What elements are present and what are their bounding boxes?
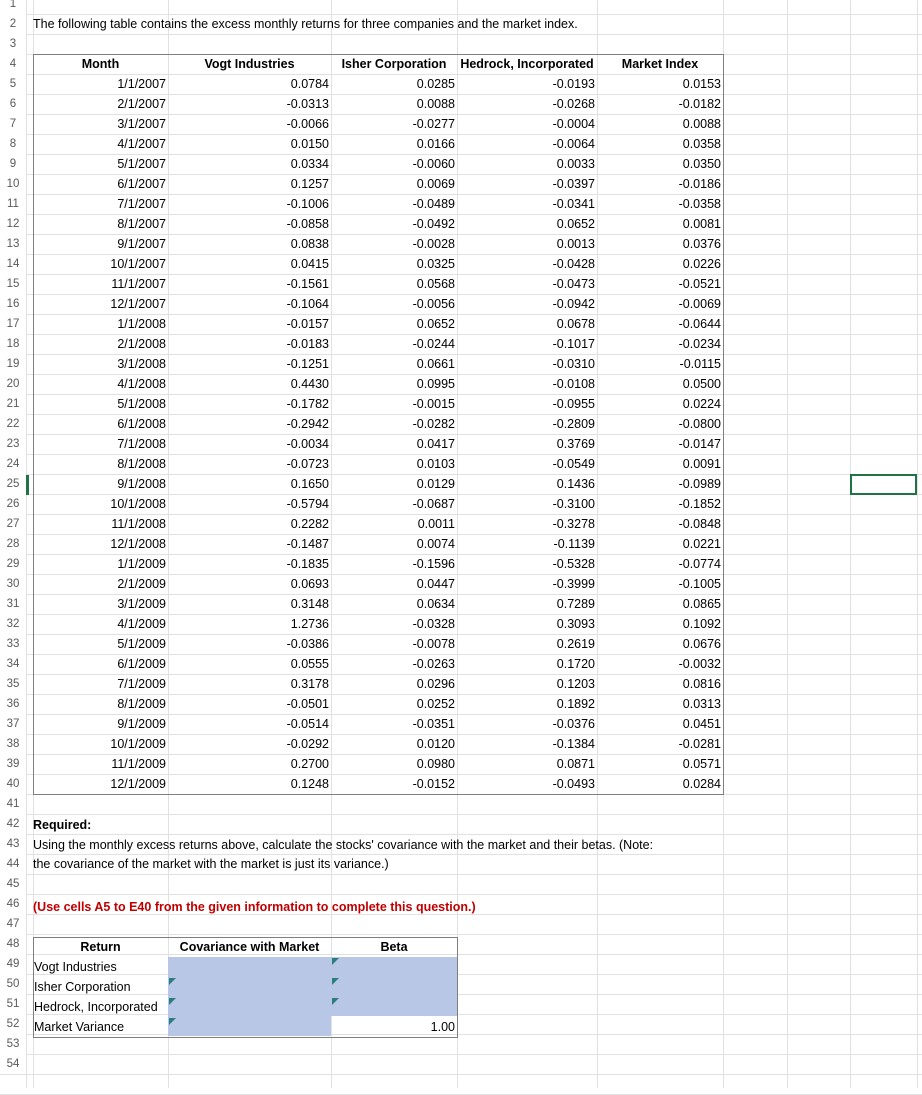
cell-month[interactable]: 12/1/2009: [110, 777, 166, 791]
cell-vogt[interactable]: -0.1064: [286, 297, 329, 311]
cell-market[interactable]: -0.0800: [678, 417, 721, 431]
row-number[interactable]: 24: [0, 454, 26, 474]
required-label: Required:: [33, 818, 92, 832]
row-number[interactable]: 28: [0, 534, 26, 554]
row-number[interactable]: 23: [0, 434, 26, 454]
cell-isher[interactable]: 0.0652: [416, 317, 455, 331]
cell-month[interactable]: 6/1/2009: [117, 657, 166, 671]
answer-header-covariance: Covariance with Market: [179, 940, 320, 954]
cell-isher[interactable]: 0.0980: [416, 757, 455, 771]
comment-indicator-icon[interactable]: [169, 1018, 176, 1025]
cell-month[interactable]: 8/1/2008: [117, 457, 166, 471]
cell-market[interactable]: 0.0571: [682, 757, 721, 771]
row-number[interactable]: 43: [0, 834, 26, 854]
row-number[interactable]: 50: [0, 974, 26, 994]
cell-isher[interactable]: -0.0489: [412, 197, 455, 211]
cell-market[interactable]: -0.0774: [678, 557, 721, 571]
cell-month[interactable]: 9/1/2008: [117, 477, 166, 491]
active-cell-selection[interactable]: [850, 474, 917, 495]
cell-isher[interactable]: 0.0447: [416, 577, 455, 591]
answer-header-return: Return: [80, 940, 121, 954]
cell-market[interactable]: -0.0644: [678, 317, 721, 331]
cell-isher[interactable]: -0.0351: [412, 717, 455, 731]
cell-hedrock[interactable]: -0.3278: [552, 517, 595, 531]
cell-isher[interactable]: 0.0120: [416, 737, 455, 751]
row-number[interactable]: 35: [0, 674, 26, 694]
cell-vogt[interactable]: -0.1251: [286, 357, 329, 371]
row-number[interactable]: 2: [0, 14, 26, 34]
cell-vogt[interactable]: -0.1835: [286, 557, 329, 571]
cell-vogt[interactable]: -0.1006: [286, 197, 329, 211]
cell-hedrock[interactable]: -0.0473: [552, 277, 595, 291]
cell-month[interactable]: 8/1/2009: [117, 697, 166, 711]
cell-isher[interactable]: -0.0244: [412, 337, 455, 351]
cell-hedrock[interactable]: -0.1384: [552, 737, 595, 751]
cell-isher[interactable]: 0.0074: [416, 537, 455, 551]
cell-hedrock[interactable]: -0.0428: [552, 257, 595, 271]
row-number[interactable]: 10: [0, 174, 26, 194]
row-number[interactable]: 19: [0, 354, 26, 374]
cell-month[interactable]: 3/1/2008: [117, 357, 166, 371]
row-number[interactable]: 12: [0, 214, 26, 234]
cell-month[interactable]: 12/1/2007: [110, 297, 166, 311]
cell-vogt[interactable]: -0.0514: [286, 717, 329, 731]
row-number[interactable]: 5: [0, 74, 26, 94]
covariance-input-area[interactable]: [168, 957, 331, 1036]
cell-market[interactable]: -0.0234: [678, 337, 721, 351]
cell-hedrock[interactable]: 0.3093: [556, 617, 595, 631]
gridline-vertical: [850, 0, 851, 1088]
market-beta-value: 1.00: [430, 1020, 455, 1034]
cell-vogt[interactable]: -0.1561: [286, 277, 329, 291]
header-vogt: Vogt Industries: [204, 57, 295, 71]
cell-vogt[interactable]: -0.2942: [286, 417, 329, 431]
row-number[interactable]: 9: [0, 154, 26, 174]
gridline-horizontal: [0, 34, 922, 35]
cell-vogt[interactable]: 0.2700: [290, 757, 329, 771]
cell-vogt[interactable]: -0.0157: [286, 317, 329, 331]
cell-isher[interactable]: -0.0282: [412, 417, 455, 431]
cell-hedrock[interactable]: -0.0549: [552, 457, 595, 471]
cell-month[interactable]: 2/1/2007: [117, 97, 166, 111]
row-number[interactable]: 39: [0, 754, 26, 774]
cell-month[interactable]: 10/1/2008: [110, 497, 166, 511]
cell-vogt[interactable]: 0.0555: [290, 657, 329, 671]
row-number[interactable]: 48: [0, 934, 26, 954]
cell-month[interactable]: 1/1/2007: [117, 77, 166, 91]
comment-indicator-icon[interactable]: [332, 958, 339, 965]
question-line-1: Using the monthly excess returns above, calculate the stocks' covariance with the market and their betas. (Note:: [33, 838, 654, 852]
cell-isher[interactable]: -0.0152: [412, 777, 455, 791]
cell-hedrock[interactable]: -0.0310: [552, 357, 595, 371]
cell-vogt[interactable]: 0.2282: [290, 517, 329, 531]
cell-month[interactable]: 11/1/2007: [111, 277, 166, 291]
cell-month[interactable]: 6/1/2008: [117, 417, 166, 431]
row-number[interactable]: 18: [0, 334, 26, 354]
cell-market[interactable]: 0.0865: [682, 597, 721, 611]
cell-market[interactable]: -0.0186: [678, 177, 721, 191]
cell-vogt[interactable]: -0.0292: [286, 737, 329, 751]
row-number[interactable]: 13: [0, 234, 26, 254]
row-number[interactable]: 54: [0, 1054, 26, 1074]
cell-vogt[interactable]: 0.1650: [290, 477, 329, 491]
cell-hedrock[interactable]: -0.0493: [552, 777, 595, 791]
gridline-horizontal: [0, 1034, 922, 1035]
answer-row-hedrock: Hedrock, Incorporated: [34, 1000, 158, 1014]
cell-market[interactable]: 0.0816: [682, 677, 721, 691]
cell-month[interactable]: 7/1/2008: [117, 437, 166, 451]
cell-isher[interactable]: -0.0687: [412, 497, 455, 511]
row-number[interactable]: 25: [0, 474, 26, 494]
cell-vogt[interactable]: -0.1487: [286, 537, 329, 551]
header-month: Month: [81, 57, 120, 71]
cell-isher[interactable]: -0.0060: [412, 157, 455, 171]
cell-month[interactable]: 4/1/2009: [117, 617, 166, 631]
cell-hedrock[interactable]: 0.7289: [556, 597, 595, 611]
cell-vogt[interactable]: -0.0723: [286, 457, 329, 471]
cell-month[interactable]: 8/1/2007: [117, 217, 166, 231]
row-number[interactable]: 11: [0, 194, 26, 214]
cell-month[interactable]: 9/1/2009: [117, 717, 166, 731]
row-number[interactable]: 29: [0, 554, 26, 574]
row-number[interactable]: 17: [0, 314, 26, 334]
cell-month[interactable]: 4/1/2008: [117, 377, 166, 391]
cell-hedrock[interactable]: -0.0397: [552, 177, 595, 191]
row-number[interactable]: 30: [0, 574, 26, 594]
row-number[interactable]: 36: [0, 694, 26, 714]
cell-hedrock[interactable]: -0.0376: [552, 717, 595, 731]
cell-market[interactable]: -0.0989: [678, 477, 721, 491]
active-row-indicator: [26, 475, 29, 495]
cell-market[interactable]: -0.0147: [678, 437, 721, 451]
cell-month[interactable]: 6/1/2007: [117, 177, 166, 191]
cell-isher[interactable]: 0.0325: [416, 257, 455, 271]
header-market: Market Index: [621, 57, 699, 71]
cell-vogt[interactable]: 0.0784: [290, 77, 329, 91]
cell-hedrock[interactable]: 0.1892: [556, 697, 595, 711]
row-number[interactable]: 44: [0, 854, 26, 874]
cell-isher[interactable]: -0.0492: [412, 217, 455, 231]
row-number[interactable]: 32: [0, 614, 26, 634]
comment-indicator-icon[interactable]: [332, 998, 339, 1005]
gridline-horizontal: [0, 974, 922, 975]
row-number[interactable]: 1: [0, 0, 26, 14]
row-number[interactable]: 3: [0, 34, 26, 54]
row-number[interactable]: 47: [0, 914, 26, 934]
cell-isher[interactable]: -0.0277: [412, 117, 455, 131]
row-number[interactable]: 26: [0, 494, 26, 514]
cell-hedrock[interactable]: -0.0108: [552, 377, 595, 391]
cell-vogt[interactable]: 1.2736: [290, 617, 329, 631]
cell-market[interactable]: 0.0153: [682, 77, 721, 91]
gridline-horizontal: [0, 1074, 922, 1075]
row-number[interactable]: 41: [0, 794, 26, 814]
cell-market[interactable]: -0.0115: [679, 357, 721, 371]
row-number[interactable]: 22: [0, 414, 26, 434]
cell-market[interactable]: -0.0281: [678, 737, 721, 751]
cell-market[interactable]: -0.0848: [678, 517, 721, 531]
cell-hedrock[interactable]: -0.5328: [552, 557, 595, 571]
cell-isher[interactable]: 0.0995: [416, 377, 455, 391]
cell-hedrock[interactable]: -0.0341: [552, 197, 595, 211]
gridline-horizontal: [0, 814, 922, 815]
gridline-horizontal: [0, 874, 922, 875]
row-number[interactable]: 40: [0, 774, 26, 794]
row-number[interactable]: 14: [0, 254, 26, 274]
cell-market[interactable]: -0.0358: [678, 197, 721, 211]
cell-isher[interactable]: 0.0129: [416, 477, 455, 491]
cell-isher[interactable]: 0.0166: [416, 137, 455, 151]
cell-vogt[interactable]: 0.0838: [290, 237, 329, 251]
cell-vogt[interactable]: 0.1257: [290, 177, 329, 191]
cell-market[interactable]: 0.0091: [682, 457, 721, 471]
cell-isher[interactable]: -0.0015: [412, 397, 455, 411]
cell-vogt[interactable]: -0.1782: [286, 397, 329, 411]
cell-vogt[interactable]: -0.0313: [286, 97, 329, 111]
row-number[interactable]: 6: [0, 94, 26, 114]
row-number[interactable]: 16: [0, 294, 26, 314]
gridline-horizontal: [0, 894, 922, 895]
cell-vogt[interactable]: 0.3148: [290, 597, 329, 611]
row-number[interactable]: 15: [0, 274, 26, 294]
row-number[interactable]: 45: [0, 874, 26, 894]
cell-vogt[interactable]: 0.1248: [290, 777, 329, 791]
beta-input-area[interactable]: [331, 957, 457, 1016]
cell-isher[interactable]: -0.0028: [412, 237, 455, 251]
row-number[interactable]: 20: [0, 374, 26, 394]
row-number[interactable]: 21: [0, 394, 26, 414]
cell-market[interactable]: -0.0182: [678, 97, 721, 111]
row-number[interactable]: 27: [0, 514, 26, 534]
row-number[interactable]: 7: [0, 114, 26, 134]
cell-hedrock[interactable]: -0.1017: [552, 337, 595, 351]
cell-market[interactable]: 0.0500: [682, 377, 721, 391]
header-hedrock: Hedrock, Incorporated: [460, 57, 594, 71]
cell-isher[interactable]: -0.0056: [412, 297, 455, 311]
cell-month[interactable]: 5/1/2007: [117, 157, 166, 171]
cell-market[interactable]: -0.0069: [678, 297, 721, 311]
answer-row-isher: Isher Corporation: [34, 980, 131, 994]
cell-isher[interactable]: -0.0263: [412, 657, 455, 671]
cell-market[interactable]: 0.0088: [682, 117, 721, 131]
cell-isher[interactable]: -0.1596: [412, 557, 455, 571]
cell-market[interactable]: 0.0376: [682, 237, 721, 251]
cell-hedrock[interactable]: -0.0955: [552, 397, 595, 411]
comment-indicator-icon[interactable]: [169, 998, 176, 1005]
row-number[interactable]: 42: [0, 814, 26, 834]
cell-month[interactable]: 7/1/2007: [117, 197, 166, 211]
cell-isher[interactable]: 0.0568: [416, 277, 455, 291]
cell-hedrock[interactable]: 0.1436: [556, 477, 595, 491]
cell-isher[interactable]: 0.0069: [416, 177, 455, 191]
row-number[interactable]: 49: [0, 954, 26, 974]
gridline-horizontal: [0, 1054, 922, 1055]
row-number[interactable]: 34: [0, 654, 26, 674]
cell-month[interactable]: 10/1/2009: [110, 737, 166, 751]
answer-row-vogt: Vogt Industries: [34, 960, 117, 974]
gridline-vertical: [787, 0, 788, 1088]
cell-isher[interactable]: 0.0088: [416, 97, 455, 111]
cell-month[interactable]: 5/1/2008: [117, 397, 166, 411]
cell-vogt[interactable]: 0.0693: [290, 577, 329, 591]
gridline-horizontal: [0, 934, 922, 935]
cell-vogt[interactable]: 0.0415: [290, 257, 329, 271]
cell-hedrock[interactable]: 0.0652: [556, 217, 595, 231]
cell-isher[interactable]: -0.0328: [412, 617, 455, 631]
cell-month[interactable]: 9/1/2007: [117, 237, 166, 251]
cell-month[interactable]: 10/1/2007: [110, 257, 166, 271]
cell-market[interactable]: 0.0284: [682, 777, 721, 791]
cell-market[interactable]: -0.0521: [678, 277, 721, 291]
gridline-vertical: [723, 0, 724, 1088]
cell-vogt[interactable]: -0.0386: [286, 637, 329, 651]
cell-isher[interactable]: -0.0078: [412, 637, 455, 651]
cell-market[interactable]: -0.1852: [678, 497, 721, 511]
cell-isher[interactable]: 0.0011: [417, 517, 455, 531]
row-number[interactable]: 51: [0, 994, 26, 1014]
cell-hedrock[interactable]: 0.2619: [556, 637, 595, 651]
cell-hedrock[interactable]: -0.3999: [552, 577, 595, 591]
cell-hedrock[interactable]: 0.1720: [556, 657, 595, 671]
answer-row-market-variance: Market Variance: [34, 1020, 125, 1034]
row-number[interactable]: 52: [0, 1014, 26, 1034]
cell-vogt[interactable]: 0.4430: [290, 377, 329, 391]
cell-market[interactable]: 0.0313: [682, 697, 721, 711]
cell-isher[interactable]: 0.0296: [416, 677, 455, 691]
cell-hedrock[interactable]: -0.0942: [552, 297, 595, 311]
cell-isher[interactable]: 0.0661: [416, 357, 455, 371]
cell-market[interactable]: 0.0224: [682, 397, 721, 411]
cell-month[interactable]: 3/1/2007: [117, 117, 166, 131]
gridline-horizontal: [0, 994, 922, 995]
cell-hedrock[interactable]: 0.0678: [556, 317, 595, 331]
row-number[interactable]: 31: [0, 594, 26, 614]
cell-vogt[interactable]: 0.0334: [290, 157, 329, 171]
cell-vogt[interactable]: 0.0150: [290, 137, 329, 151]
cell-hedrock[interactable]: -0.3100: [552, 497, 595, 511]
cell-vogt[interactable]: 0.3178: [290, 677, 329, 691]
gridline-vertical: [917, 0, 918, 1088]
cell-market[interactable]: 0.1092: [682, 617, 721, 631]
cell-market[interactable]: 0.0451: [682, 717, 721, 731]
cell-isher[interactable]: 0.0103: [416, 457, 455, 471]
row-number[interactable]: 37: [0, 714, 26, 734]
cell-month[interactable]: 2/1/2008: [117, 337, 166, 351]
cell-hedrock[interactable]: -0.0193: [552, 77, 595, 91]
cell-vogt[interactable]: -0.5794: [286, 497, 329, 511]
cell-hedrock[interactable]: -0.2809: [552, 417, 595, 431]
row-number[interactable]: 8: [0, 134, 26, 154]
answer-header-beta: Beta: [380, 940, 408, 954]
cell-month[interactable]: 7/1/2009: [117, 677, 166, 691]
cell-month[interactable]: 3/1/2009: [117, 597, 166, 611]
cell-market[interactable]: 0.0081: [682, 217, 721, 231]
cell-market[interactable]: 0.0350: [682, 157, 721, 171]
cell-market[interactable]: 0.0226: [682, 257, 721, 271]
cell-vogt[interactable]: -0.0183: [286, 337, 329, 351]
cell-month[interactable]: 1/1/2009: [117, 557, 166, 571]
row-number[interactable]: 4: [0, 54, 26, 74]
gridline-horizontal: [0, 794, 922, 795]
comment-indicator-icon[interactable]: [332, 978, 339, 985]
cell-month[interactable]: 11/1/2009: [111, 757, 166, 771]
cell-vogt[interactable]: -0.0858: [286, 217, 329, 231]
cell-hedrock[interactable]: -0.0004: [552, 117, 595, 131]
cell-month[interactable]: 2/1/2009: [117, 577, 166, 591]
cell-isher[interactable]: 0.0634: [416, 597, 455, 611]
cell-market[interactable]: 0.0221: [682, 537, 721, 551]
header-isher: Isher Corporation: [341, 57, 447, 71]
cell-vogt[interactable]: -0.0066: [286, 117, 329, 131]
cell-hedrock[interactable]: 0.0033: [556, 157, 595, 171]
cell-market[interactable]: -0.0032: [678, 657, 721, 671]
cell-isher[interactable]: 0.0417: [416, 437, 455, 451]
cell-hedrock[interactable]: 0.3769: [556, 437, 595, 451]
intro-text: The following table contains the excess monthly returns for three companies and the market index.: [33, 17, 578, 31]
row-number[interactable]: 33: [0, 634, 26, 654]
row-number[interactable]: 53: [0, 1034, 26, 1054]
cell-hedrock[interactable]: -0.0064: [552, 137, 595, 151]
row-number[interactable]: 46: [0, 894, 26, 914]
cell-isher[interactable]: 0.0252: [416, 697, 455, 711]
row-number[interactable]: 38: [0, 734, 26, 754]
cell-hedrock[interactable]: 0.1203: [556, 677, 595, 691]
cell-hedrock[interactable]: 0.0871: [556, 757, 595, 771]
cell-isher[interactable]: 0.0285: [416, 77, 455, 91]
cell-month[interactable]: 1/1/2008: [117, 317, 166, 331]
cell-vogt[interactable]: -0.0034: [286, 437, 329, 451]
cell-hedrock[interactable]: -0.1139: [553, 537, 595, 551]
question-line-2: the covariance of the market with the market is just its variance.): [33, 857, 389, 871]
cell-hedrock[interactable]: -0.0268: [552, 97, 595, 111]
cell-hedrock[interactable]: 0.0013: [556, 237, 595, 251]
gridline-vertical: [26, 0, 27, 1088]
cell-month[interactable]: 11/1/2008: [111, 517, 166, 531]
cell-market[interactable]: 0.0358: [682, 137, 721, 151]
comment-indicator-icon[interactable]: [169, 978, 176, 985]
cell-market[interactable]: 0.0676: [682, 637, 721, 651]
cell-market[interactable]: -0.1005: [678, 577, 721, 591]
cell-month[interactable]: 5/1/2009: [117, 637, 166, 651]
cell-month[interactable]: 12/1/2008: [110, 537, 166, 551]
cell-month[interactable]: 4/1/2007: [117, 137, 166, 151]
instruction-text: (Use cells A5 to E40 from the given information to complete this question.): [33, 900, 476, 914]
cell-vogt[interactable]: -0.0501: [286, 697, 329, 711]
